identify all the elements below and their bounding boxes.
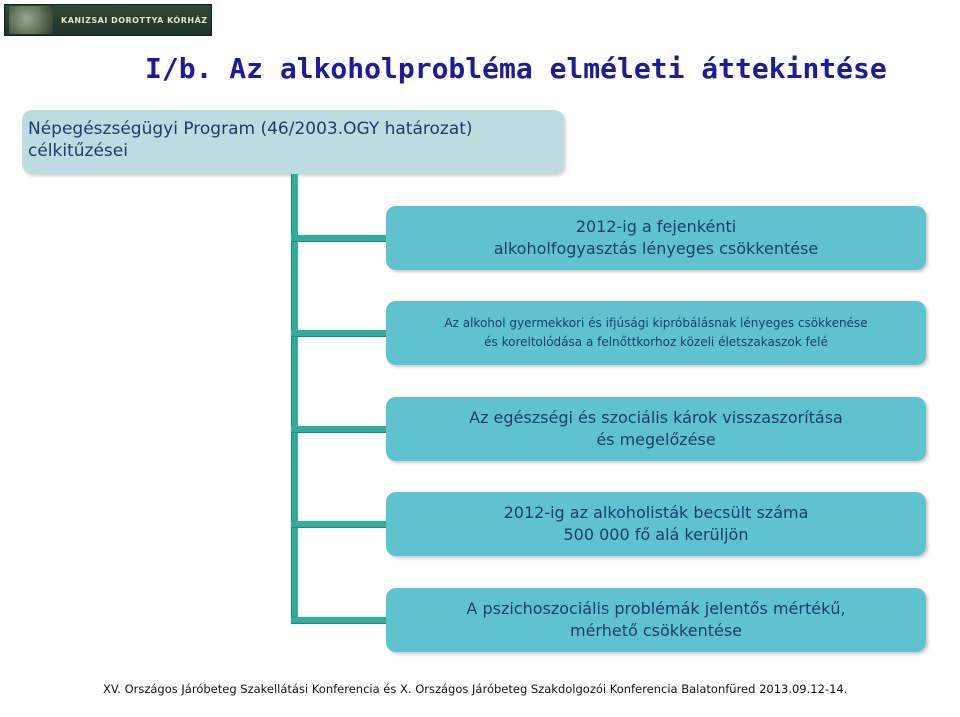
goal-box-alcoholics-count [386, 492, 926, 556]
root-box-line-2: célkitűzései [28, 141, 128, 161]
logo-text: KANIZSAI DOROTTYA KÓRHÁZ [61, 15, 208, 25]
branch-connector-1 [291, 235, 386, 242]
goal-line-2: és megelőzése [596, 430, 716, 449]
goal-line-1: 2012-ig az alkoholisták becsült száma [503, 503, 809, 522]
root-box [22, 110, 564, 174]
goal-line-2: mérhető csökkentése [569, 621, 743, 640]
goal-line-1: A pszichoszociális problémák jelentős mértékű, [466, 599, 846, 618]
goal-line-1: Az alkohol gyermekkori és ifjúsági kipróbálásnak lényeges csökkenése [444, 316, 868, 330]
goal-line-1: 2012-ig a fejenkénti [575, 217, 737, 236]
goal-box-health-social-harm [386, 397, 926, 461]
branch-connector-3 [291, 426, 386, 433]
hospital-emblem-icon [9, 6, 53, 34]
branch-connector-5 [291, 617, 386, 624]
branch-connector-2 [291, 330, 386, 337]
hospital-logo [4, 4, 212, 36]
goal-line-1: Az egészségi és szociális károk visszaszorítása [469, 408, 843, 427]
root-box-line-1: Népegészségügyi Program (46/2003.OGY határozat) [28, 119, 473, 139]
branch-connector-4 [291, 521, 386, 528]
conference-footer: XV. Országos Járóbeteg Szakellátási Konferencia és X. Országos Járóbeteg Szakdolgozói Konferencia Balatonfüred 2013.09.12-14. [103, 682, 848, 696]
goal-box-psychosocial-problems [386, 588, 926, 652]
page-title: I/b. Az alkoholprobléma elméleti áttekintése [145, 52, 887, 85]
goal-line-2: 500 000 fő alá kerüljön [563, 525, 749, 544]
goal-line-2: alkoholfogyasztás lényeges csökkentése [493, 239, 819, 258]
goal-line-2: és koreltolódása a felnőttkorhoz közeli életszakaszok felé [484, 335, 828, 349]
goal-box-youth-trial [386, 301, 926, 365]
goal-box-per-capita-consumption [386, 206, 926, 270]
